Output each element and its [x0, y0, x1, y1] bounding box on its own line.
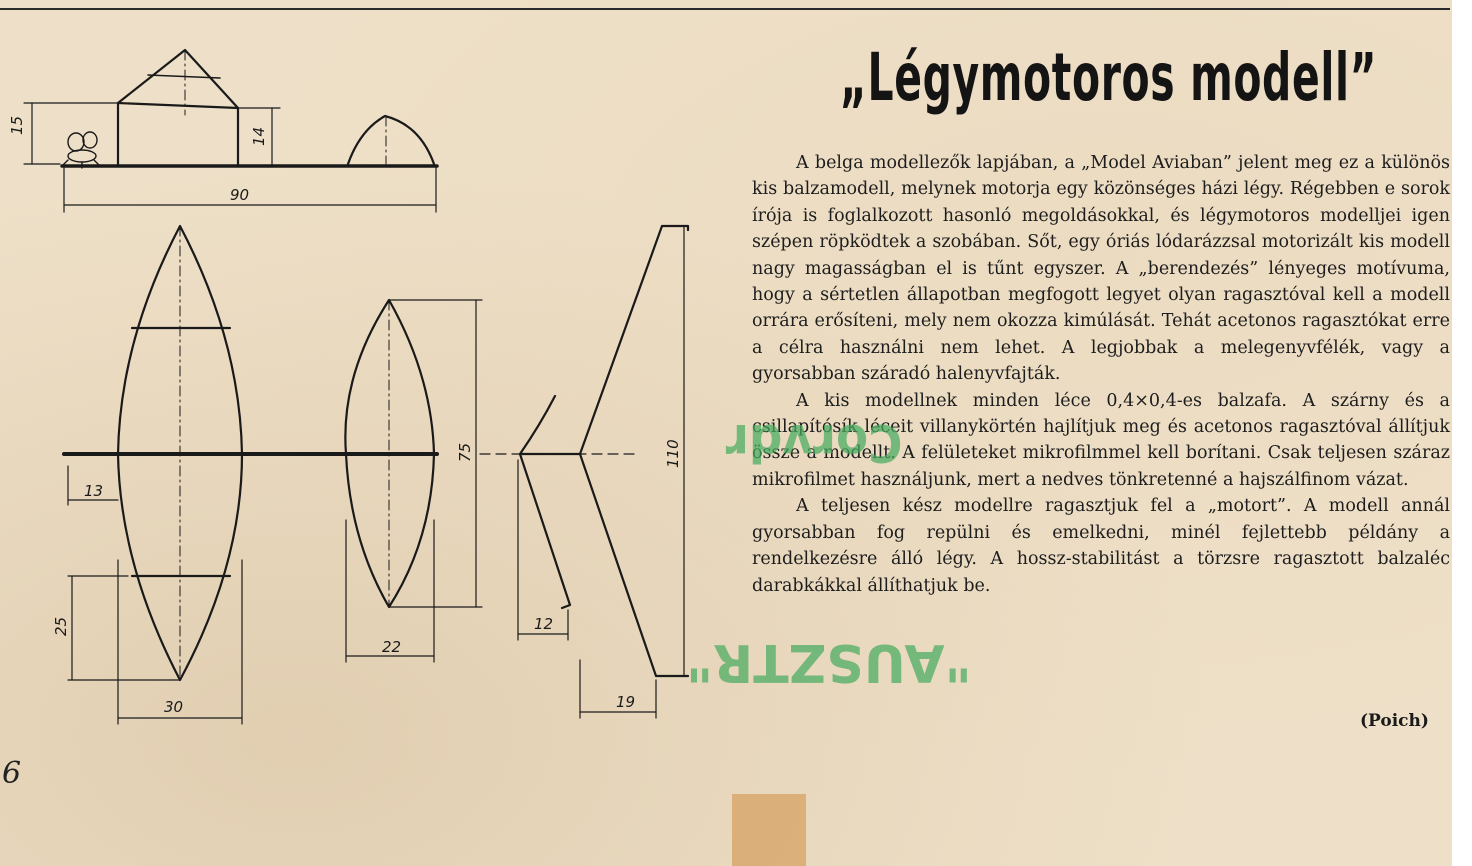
article-author: (Poich)	[1360, 711, 1429, 731]
model-plan-drawing	[0, 0, 720, 760]
article-title: „Légymotoros modell”	[840, 39, 1378, 116]
dim-fin-width: 12	[534, 615, 554, 633]
dim-side-height: 15	[8, 115, 26, 135]
dim-stab-chord: 22	[382, 638, 402, 656]
dim-fin-height: 110	[664, 439, 682, 468]
side-wing-chord	[118, 103, 238, 108]
tape-mark	[732, 794, 806, 866]
library-stamp-top: Corvdr	[725, 412, 903, 472]
page-number: 6	[2, 756, 22, 791]
fin-lower-edge	[580, 454, 688, 676]
article-paragraph: A teljesen kész modellre ragasztjuk fel a „motort”. A modell annál gyorsabban fog repülni és emelkedni, minél fejlettebb példány a rendelkezésre álló légy. A hossz-stabilitást a törzsre ragasztott balzaléc darabkákkal állíthatjuk be.	[752, 496, 1450, 596]
dim-stab-span: 75	[456, 442, 474, 462]
fly-drawing	[62, 132, 100, 168]
fin-upper-stroke	[520, 226, 688, 454]
article-body	[752, 150, 1450, 599]
article-paragraph: A belga modellezők lapjában, a „Model Aviaban” jelent meg ez a különös kis balzamodell, melynek motorja egy közönséges házi légy. Régebben e sorok írója is foglalkozott hasonló megoldásokkal, és légymotoros modelljei igen szépen röpködtek a szobában. Sőt, egy óriás lódarázzsal motorizált kis modell nagy magasságban el is tűnt egyszer. A „berendezés” lényeges motívuma, hogy a sértetlen állapotban megfogott legyet olyan ragasztóval kell a modell orrára erősíteni, mely nem okozza kimúlását. Tehát acetonos ragasztókat erre a célra használni nem lehet. A legjobbak a melegenyvfélék, vagy a gyorsabban száradó halenyvfajták.	[752, 153, 1450, 385]
dim-fuselage-offset: 13	[84, 482, 104, 500]
dim-fin-base: 19	[616, 693, 636, 711]
fin-lower-stroke	[520, 396, 570, 608]
dim-wing-tip: 25	[52, 616, 70, 636]
article-paragraph: A kis modellnek minden léce 0,4×0,4-es balzafa. A szárny és a csillapítósík léceit villanykörtén hajlítjuk meg és acetonos ragasztóval állítjuk össze a modellt. A felületeket mikrofilmmel kell borítani. Csak teljesen száraz mikrofilmet használjunk, mert a nedves tönkretenné a hajszálfinom vázat.	[752, 390, 1450, 490]
dim-side-wing-height: 14	[250, 126, 268, 146]
dim-wing-chord: 30	[164, 698, 184, 716]
page-right-margin	[1452, 0, 1472, 866]
side-tail-outline	[348, 116, 434, 164]
library-stamp-bottom: "AUSZTR"	[686, 632, 972, 692]
dim-side-length: 90	[230, 186, 250, 204]
